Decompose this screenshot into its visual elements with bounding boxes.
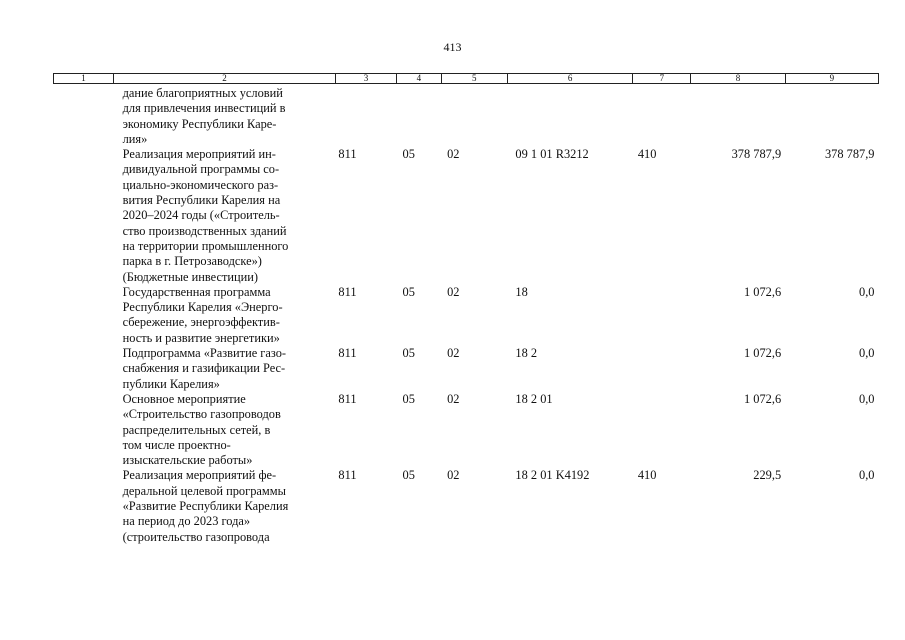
column-header: 7 <box>633 74 691 84</box>
row-number-cell <box>54 346 114 392</box>
ministry-code-cell: 811 <box>338 147 357 162</box>
description-line: вития Республики Карелия на <box>122 193 281 208</box>
description-line: сбережение, энергоэффектив- <box>122 315 280 330</box>
ministry-code-cell: 811 <box>338 346 357 361</box>
section-code-cell: 05 <box>402 346 415 361</box>
subsection-code-cell: 02 <box>447 147 460 162</box>
column-header: 8 <box>691 74 785 84</box>
description-line: Реализация мероприятий ин- <box>122 147 276 162</box>
item-description-cell <box>114 468 336 544</box>
section-code-cell: 05 <box>402 468 415 483</box>
budget-table <box>53 73 879 545</box>
description-line: изыскательские работы» <box>122 453 253 468</box>
amount-cell: 1 072,6 <box>744 391 782 406</box>
column-header: 4 <box>397 74 442 84</box>
row-number-cell <box>54 147 114 285</box>
column-header: 5 <box>441 74 507 84</box>
description-line: снабжения и газификации Рес- <box>122 361 286 376</box>
target-article-cell <box>507 84 632 148</box>
expense-type-cell <box>633 84 691 148</box>
page-number: 413 <box>443 40 462 54</box>
section-code-cell: 05 <box>402 391 415 406</box>
subsection-code-cell: 02 <box>447 468 460 483</box>
expense-type-cell: 410 <box>637 147 657 162</box>
description-line: Основное мероприятие <box>122 391 246 406</box>
target-article-cell: 18 <box>515 284 528 299</box>
description-line: экономику Республики Каре- <box>122 116 277 131</box>
item-description-cell <box>114 84 336 148</box>
target-article-cell: 09 1 01 R3212 <box>515 147 589 162</box>
description-line: (Бюджетные инвестиции) <box>122 269 259 284</box>
amount-cell: 0,0 <box>859 391 875 406</box>
subsection-code-cell: 02 <box>447 346 460 361</box>
amount-cell: 1 072,6 <box>744 284 782 299</box>
section-code-cell: 05 <box>402 284 415 299</box>
description-line: Подпрограмма «Развитие газо- <box>122 346 287 361</box>
table-row <box>54 468 879 544</box>
section-code-cell: 05 <box>402 147 415 162</box>
row-number-cell <box>54 468 114 544</box>
description-line: Реализация мероприятий фе- <box>122 468 277 483</box>
description-line: «Строительство газопроводов <box>122 407 281 422</box>
column-header: 2 <box>114 74 336 84</box>
description-line: циально-экономического раз- <box>122 177 279 192</box>
table-row <box>54 147 879 285</box>
description-line: том числе проектно- <box>122 437 231 452</box>
description-line: парка в г. Петрозаводске») <box>122 254 262 269</box>
table-row <box>54 285 879 346</box>
row-number-cell <box>54 285 114 346</box>
amount-cell: 1 072,6 <box>744 346 782 361</box>
amount-cell: 378 787,9 <box>731 147 782 162</box>
ministry-code-cell <box>335 84 396 148</box>
description-line: дивидуальной программы со- <box>122 162 280 177</box>
column-header: 3 <box>335 74 396 84</box>
subsection-code-cell: 02 <box>447 284 460 299</box>
table-row <box>54 346 879 392</box>
expense-type-cell <box>633 285 691 346</box>
amount-cell <box>691 84 785 148</box>
amount-cell: 378 787,9 <box>824 147 875 162</box>
expense-type-cell: 410 <box>637 468 657 483</box>
description-line: ство производственных зданий <box>122 223 287 238</box>
description-line: «Развитие Республики Карелия <box>122 499 289 514</box>
column-header: 6 <box>507 74 632 84</box>
description-line: Государственная программа <box>122 284 271 299</box>
description-line: на период до 2023 года» <box>122 514 251 529</box>
target-article-cell: 18 2 01 K4192 <box>515 468 590 483</box>
table-row <box>54 84 879 148</box>
description-line: на территории промышленного <box>122 238 289 253</box>
target-article-cell: 18 2 01 <box>515 391 553 406</box>
ministry-code-cell: 811 <box>338 468 357 483</box>
item-description-cell <box>114 346 336 392</box>
expense-type-cell <box>633 392 691 468</box>
amount-cell: 229,5 <box>753 468 782 483</box>
table-row <box>54 392 879 468</box>
item-description-cell <box>114 285 336 346</box>
ministry-code-cell: 811 <box>338 284 357 299</box>
item-description-cell <box>114 147 336 285</box>
description-line: дание благоприятных условий <box>122 86 283 100</box>
description-line: 2020–2024 годы («Строитель- <box>122 208 280 223</box>
description-line: публики Карелия» <box>122 376 220 391</box>
description-line: Республики Карелия «Энерго- <box>122 300 283 315</box>
amount-cell: 0,0 <box>859 346 875 361</box>
column-header: 9 <box>785 74 878 84</box>
row-number-cell <box>54 84 114 148</box>
column-header: 1 <box>54 74 114 84</box>
amount-cell <box>785 84 878 148</box>
description-line: для привлечения инвестиций в <box>122 101 286 116</box>
description-line: (строительство газопровода <box>122 529 270 544</box>
description-line: распределительных сетей, в <box>122 422 271 437</box>
expense-type-cell <box>633 346 691 392</box>
column-number-header-row <box>54 74 879 84</box>
target-article-cell: 18 2 <box>515 346 538 361</box>
description-line: деральной целевой программы <box>122 483 286 498</box>
description-line: ность и развитие энергетики» <box>122 330 280 345</box>
item-description-cell <box>114 392 336 468</box>
amount-cell: 0,0 <box>859 468 875 483</box>
section-code-cell <box>397 84 442 148</box>
row-number-cell <box>54 392 114 468</box>
ministry-code-cell: 811 <box>338 391 357 406</box>
subsection-code-cell: 02 <box>447 391 460 406</box>
description-line: лия» <box>122 131 148 146</box>
amount-cell: 0,0 <box>859 284 875 299</box>
subsection-code-cell <box>441 84 507 148</box>
